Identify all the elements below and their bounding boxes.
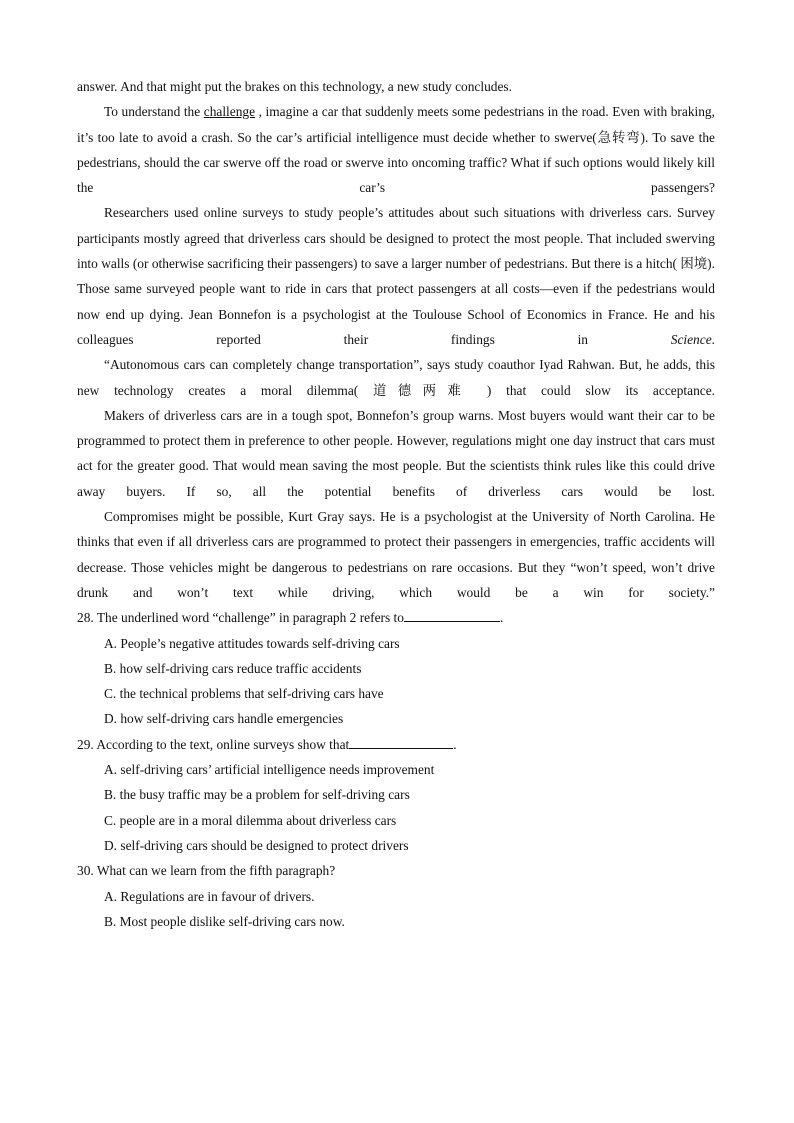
option-a: A. Regulations are in favour of drivers.	[104, 888, 315, 904]
option-b: B. Most people dislike self-driving cars now.	[104, 913, 345, 929]
paragraph-text: .	[711, 331, 715, 347]
option-b: B. how self-driving cars reduce traffic accidents	[104, 660, 362, 676]
paragraph-text: “Autonomous cars can completely change transportation”, says study coauthor Iyad Rahwan. But, he adds, this new technology creates a moral dilemma( 道德两难 ) that could slow its acceptance.	[77, 357, 715, 398]
question-stem: 28. The underlined word “challenge” in paragraph 2 refers to .	[77, 605, 715, 630]
option-a: A. self-driving cars’ artificial intelligence needs improvement	[104, 762, 435, 778]
question-30	[77, 858, 715, 934]
paragraph-text: , imagine a car that suddenly meets some pedestrians in the road. Even with braking, it’s too late to avoid a crash. So the car’s artificial intelligence must decide whether to swerve(急转弯). To save the pedestrians, should the car swerve off the road or swerve into oncoming traffic? What if such options would likely kill the car’s passengers?	[77, 104, 715, 196]
option-c: C. people are in a moral dilemma about driverless cars	[104, 812, 397, 828]
paragraph-text: answer. And that might put the brakes on this technology, a new study concludes.	[77, 79, 512, 94]
option-c: C. the technical problems that self-driving cars have	[104, 686, 384, 702]
paragraph-3	[77, 200, 715, 352]
option-a: A. People’s negative attitudes towards self-driving cars	[104, 635, 400, 651]
option-d: D. how self-driving cars handle emergencies	[104, 711, 344, 727]
paragraph-2	[77, 99, 715, 200]
answer-blank	[404, 606, 500, 622]
paragraph-5	[77, 403, 715, 504]
answer-blank	[349, 733, 453, 749]
question-stem: 29. According to the text, online surveys show that .	[77, 732, 715, 757]
paragraph-text: Researchers used online surveys to study people’s attitudes about such situations with driverless cars. Survey participants mostly agreed that driverless cars should be designed to protect the most people. That included swerving into walls (or otherwise sacrificing their passengers) to save a larger number of pedestrians. But there is a hitch( 困境). Those same surveyed people want to ride in cars that protect passengers at all costs—even if the pedestrians would now end up dying. Jean Bonnefon is a psychologist at the Toulouse School of Economics in France. He and his colleagues reported their findings in	[77, 205, 715, 347]
paragraph-text: Compromises might be possible, Kurt Gray says. He is a psychologist at the University of North Carolina. He thinks that even if all driverless cars are programmed to protect their passengers in emergencies, traffic accidents will decrease. Those vehicles might be dangerous to pedestrians on rare occasions. But they “won’t speed, won’t drive drunk and won’t text while driving, which would be a win for society.”	[77, 509, 715, 600]
option-b: B. the busy traffic may be a problem for self-driving cars	[104, 787, 410, 803]
document-page	[77, 74, 715, 934]
paragraph-continuation	[77, 74, 715, 99]
journal-title: Science	[670, 331, 712, 347]
question-29	[77, 732, 715, 858]
underlined-word: challenge	[203, 104, 256, 120]
paragraph-text: Makers of driverless cars are in a tough spot, Bonnefon’s group warns. Most buyers would want their car to be programmed to protect them in preference to other people. However, regulations might one day instruct that cars must act for the greater good. That would mean saving the most people. But the scientists think rules like this could drive away buyers. If so, all the potential benefits of driverless cars would be lost.	[77, 407, 715, 499]
option-d: D. self-driving cars should be designed to protect drivers	[104, 837, 409, 853]
question-stem: 30. What can we learn from the fifth paragraph?	[77, 863, 336, 879]
paragraph-4	[77, 352, 715, 403]
paragraph-6	[77, 504, 715, 605]
paragraph-text: To understand the	[104, 104, 204, 120]
question-28	[77, 605, 715, 731]
